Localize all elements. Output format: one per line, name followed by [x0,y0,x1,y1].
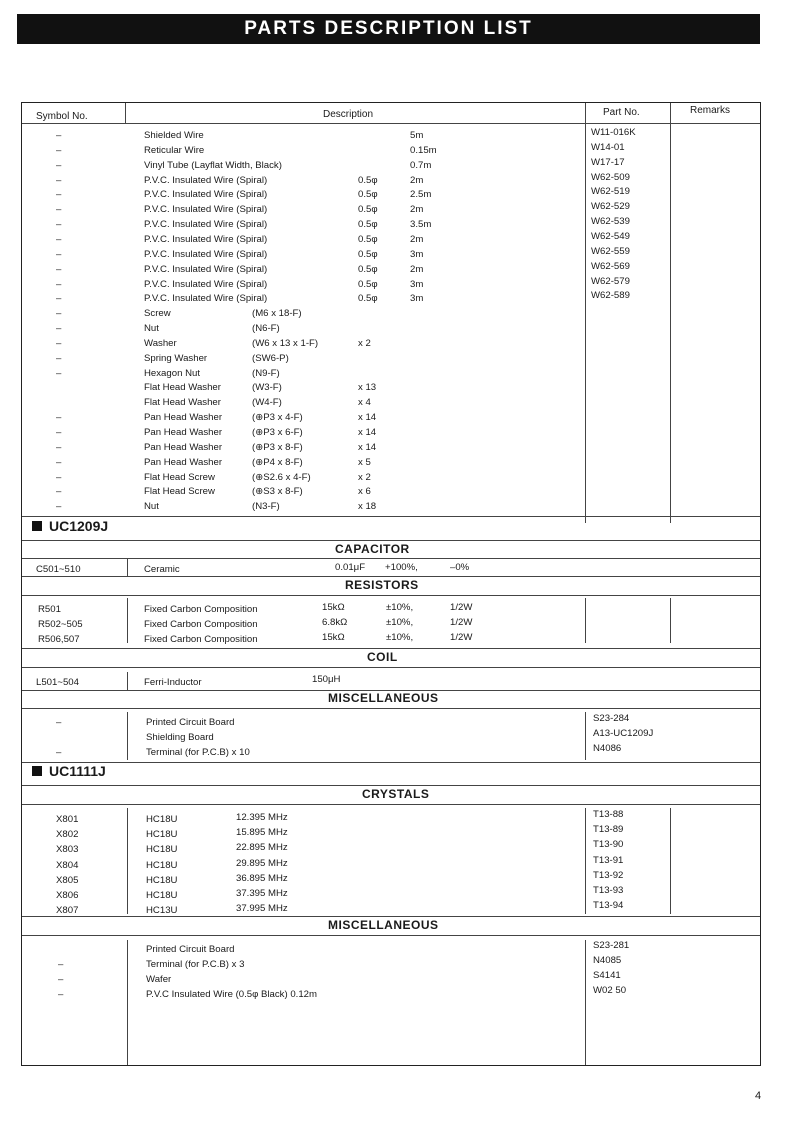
header-remarks: Remarks [690,105,731,116]
part-description: Nut [144,501,159,513]
part-number: W62-589 [591,290,630,302]
part-description: Pan Head Washer [144,427,223,438]
coil-rule [22,667,760,668]
part-length: 2m [410,263,424,275]
resistor-value: 15kΩ [322,632,345,643]
crystal-type: HC13U [146,905,178,917]
resistor-desc: Fixed Carbon Composition [144,634,258,645]
misc-symbol: – [58,974,64,985]
part-spec: (M6 x 18-F) [252,308,302,320]
capacitor-section-title: CAPACITOR [335,542,410,556]
part-length: 5m [410,130,424,141]
crystal-part-number: T13-92 [593,869,624,881]
part-symbol: – [56,486,62,498]
capacitor-symbol: C501~510 [36,564,81,575]
crystal-part-number: T13-93 [593,885,624,896]
part-quantity: 0.5φ [358,189,378,201]
resistors-bottom-rule [22,648,760,649]
part-quantity: 0.5φ [358,233,378,245]
part-number: W62-549 [591,230,630,242]
part-symbol: – [56,159,62,171]
part-quantity: 0.5φ [358,248,378,260]
capacitor-rule [22,558,760,559]
part-spec: (N3-F) [252,501,280,513]
page-title: PARTS DESCRIPTION LIST [244,18,533,39]
part-symbol: – [56,263,62,275]
part-symbol: – [56,412,62,424]
part-description: Pan Head Washer [144,456,223,468]
part-quantity: x 4 [358,397,371,409]
resistor-wattage: 1/2W [450,617,473,628]
part-quantity: 0.5φ [358,204,378,216]
crystals-divider [127,808,128,914]
misc-symbol: – [58,959,64,970]
misc-part-number: N4085 [593,955,622,966]
resistors-part-divider [585,598,586,643]
part-length: 0.7m [410,159,432,171]
crystals-rule [22,804,760,805]
resistors-rule [22,595,760,596]
part-quantity: x 2 [358,337,371,349]
capacitor-tolerance-plus: +100%, [385,562,418,573]
misc-symbol: – [56,747,62,758]
part-symbol: – [56,456,62,468]
header-part-no: Part No. [603,107,640,118]
misc-desc: P.V.C Insulated Wire (0.5φ Black) 0.12m [146,989,317,1000]
crystal-type: HC18U [146,890,178,901]
part-spec: (W6 x 13 x 1-F) [252,337,319,349]
part-quantity: x 14 [358,427,377,438]
part-quantity: 0.5φ [358,263,378,275]
crystal-part-number: T13-91 [593,854,624,866]
part-symbol: – [56,337,62,349]
crystals-section-title: CRYSTALS [362,787,430,801]
header-rule [22,123,760,124]
partno-column-divider [585,103,586,523]
part-symbol: – [56,308,62,320]
misc-part-number: W02 50 [593,985,627,996]
misc-symbol: – [56,717,62,728]
uc1209j-top-rule [22,516,760,517]
uc1111j-top-rule [22,762,760,763]
part-spec: (N9-F) [252,367,280,379]
misc-1209-part-divider [585,712,586,760]
part-symbol: – [56,174,62,186]
part-description: Flat Head Washer [144,382,221,394]
part-number: W62-539 [591,216,630,228]
misc-1111-divider [127,940,128,1065]
part-number: W62-569 [591,260,630,272]
coil-divider [127,672,128,690]
part-number: W14-01 [591,141,625,153]
misc-part-number: S4141 [593,970,621,981]
crystal-symbol: X804 [56,859,79,871]
header-symbol: Symbol No. [36,111,88,122]
part-description: Shielded Wire [144,130,204,141]
crystal-part-number: T13-89 [593,824,624,836]
part-symbol: – [56,427,62,438]
part-description: P.V.C. Insulated Wire (Spiral) [144,233,268,245]
crystal-frequency: 22.895 MHz [236,842,288,854]
part-description: P.V.C. Insulated Wire (Spiral) [144,189,268,201]
crystal-symbol: X805 [56,874,79,886]
part-symbol: – [56,130,62,141]
capacitor-bottom-rule [22,576,760,577]
part-number: W17-17 [591,156,625,168]
part-description: Pan Head Washer [144,441,223,453]
part-length: 2m [410,204,424,216]
part-symbol: – [56,189,62,201]
crystals-bottom-rule [22,916,760,917]
part-length: 3m [410,278,424,290]
part-symbol: – [56,219,62,231]
misc-desc: Printed Circuit Board [146,717,235,728]
crystal-symbol: X801 [56,814,79,825]
misc-symbol: – [58,989,64,1000]
part-description: P.V.C. Insulated Wire (Spiral) [144,263,268,275]
part-spec: (⊕P3 x 6-F) [252,427,303,438]
part-length: 3.5m [410,219,432,231]
resistor-value: 15kΩ [322,602,345,613]
part-quantity: x 5 [358,456,371,468]
crystal-frequency: 37.995 MHz [236,903,288,915]
part-symbol: – [56,278,62,290]
part-spec: (⊕P3 x 4-F) [252,412,303,424]
remarks-column-divider [670,103,671,523]
part-spec: (W4-F) [252,397,282,409]
resistor-symbol: R502~505 [38,619,83,630]
misc-desc: Terminal (for P.C.B) x 3 [146,959,245,970]
part-symbol: – [56,233,62,245]
crystal-type: HC18U [146,859,178,871]
square-bullet-icon [32,766,42,776]
part-description: P.V.C. Insulated Wire (Spiral) [144,293,268,305]
part-length: 2m [410,174,424,186]
misc-1209-rule [22,708,760,709]
resistors-divider [127,598,128,643]
crystal-type: HC18U [146,874,178,886]
uc1111j-model-heading [32,763,106,779]
uc1209j-rule [22,540,760,541]
capacitor-desc: Ceramic [144,564,180,575]
crystal-frequency: 12.395 MHz [236,812,288,823]
part-quantity: x 14 [358,441,377,453]
part-spec: (N6-F) [252,323,280,335]
misc-1111-part-divider [585,940,586,1065]
part-description: Flat Head Screw [144,486,215,498]
resistor-desc: Fixed Carbon Composition [144,604,258,615]
misc-part-number: S23-281 [593,940,630,951]
capacitor-value: 0.01μF [335,562,366,573]
crystals-remarks-divider [670,808,671,914]
part-description: P.V.C. Insulated Wire (Spiral) [144,248,268,260]
part-number: W62-559 [591,245,630,257]
crystal-type: HC18U [146,829,178,841]
part-description: Flat Head Screw [144,471,215,483]
part-description: P.V.C. Insulated Wire (Spiral) [144,174,268,186]
uc1209j-model-label: UC1209J [49,518,109,534]
misc-desc: Printed Circuit Board [146,944,235,955]
part-description: P.V.C. Insulated Wire (Spiral) [144,204,268,216]
crystal-type: HC18U [146,814,178,825]
misc-1111-rule [22,935,760,936]
crystals-part-divider [585,808,586,914]
crystal-part-number: T13-88 [593,809,624,820]
resistor-value: 6.8kΩ [322,617,348,628]
part-length: 2m [410,233,424,245]
resistor-wattage: 1/2W [450,602,473,613]
part-symbol: – [56,144,62,156]
crystal-frequency: 29.895 MHz [236,857,288,869]
part-quantity: 0.5φ [358,293,378,305]
misc-part-number: S23-284 [593,713,630,724]
part-quantity: x 14 [358,412,377,424]
part-symbol: – [56,204,62,216]
crystal-part-number: T13-94 [593,900,624,912]
part-description: Washer [144,337,177,349]
crystal-symbol: X807 [56,905,79,917]
part-symbol: – [56,471,62,483]
crystal-symbol: X806 [56,890,79,901]
square-bullet-icon [32,521,42,531]
symbol-column-divider [125,103,126,123]
capacitor-tolerance-minus: –0% [450,562,470,573]
part-number: W11-016K [591,127,636,138]
part-description: Hexagon Nut [144,367,200,379]
part-spec: (W3-F) [252,382,282,394]
coil-value: 150μH [312,674,341,685]
header-description: Description [323,109,374,120]
part-quantity: 0.5φ [358,278,378,290]
part-quantity: x 13 [358,382,377,394]
crystal-type: HC18U [146,844,178,856]
part-description: Screw [144,308,171,320]
part-spec: (⊕S2.6 x 4-F) [252,471,311,483]
part-description: Vinyl Tube (Layflat Width, Black) [144,159,282,171]
resistor-tolerance: ±10%, [386,632,414,643]
page-number: 4 [755,1090,762,1102]
part-quantity: 0.5φ [358,219,378,231]
part-length: 3m [410,293,424,305]
part-description: Reticular Wire [144,144,205,156]
misc-desc: Terminal (for P.C.B) x 10 [146,747,250,758]
coil-section-title: COIL [367,650,398,664]
misc-1111-section-title: MISCELLANEOUS [328,918,439,932]
resistor-symbol: R506,507 [38,634,80,645]
part-quantity: 0.5φ [358,174,378,186]
coil-desc: Ferri-Inductor [144,677,202,688]
crystal-frequency: 15.895 MHz [236,827,288,839]
resistor-tolerance: ±10%, [386,617,414,628]
part-spec: (SW6-P) [252,352,289,364]
part-description: P.V.C. Insulated Wire (Spiral) [144,278,268,290]
part-spec: (⊕P3 x 8-F) [252,441,303,453]
part-number: W62-529 [591,201,630,213]
uc1209j-model-heading [32,518,109,534]
part-length: 2.5m [410,189,432,201]
uc1111j-rule [22,785,760,786]
page-title-banner [17,14,760,44]
resistor-wattage: 1/2W [450,632,473,643]
part-quantity: x 18 [358,501,377,513]
crystal-part-number: T13-90 [593,839,624,851]
part-description: Nut [144,323,159,335]
misc-1209-section-title: MISCELLANEOUS [328,691,439,705]
coil-symbol: L501~504 [36,677,79,688]
resistor-tolerance: ±10%, [386,602,414,613]
crystal-symbol: X803 [56,844,79,856]
crystal-symbol: X802 [56,829,79,841]
misc-part-number: N4086 [593,743,622,754]
misc-1209-divider [127,712,128,760]
part-symbol: – [56,248,62,260]
part-symbol: – [56,441,62,453]
part-description: P.V.C. Insulated Wire (Spiral) [144,219,268,231]
resistors-remarks-divider [670,598,671,643]
crystal-frequency: 36.895 MHz [236,872,288,884]
part-symbol: – [56,323,62,335]
part-length: 0.15m [410,144,437,156]
misc-part-number: A13-UC1209J [593,728,654,739]
part-spec: (⊕P4 x 8-F) [252,456,303,468]
uc1111j-model-label: UC1111J [49,763,106,779]
misc-desc: Shielding Board [146,732,214,743]
part-number: W62-509 [591,171,630,183]
part-symbol: – [56,352,62,364]
part-number: W62-519 [591,186,630,198]
part-quantity: x 6 [358,486,371,498]
resistor-symbol: R501 [38,604,61,615]
misc-desc: Wafer [146,974,172,985]
part-symbol: – [56,367,62,379]
part-description: Flat Head Washer [144,397,221,409]
part-symbol: – [56,501,62,513]
part-description: Pan Head Washer [144,412,223,424]
part-symbol: – [56,293,62,305]
part-spec: (⊕S3 x 8-F) [252,486,303,498]
part-quantity: x 2 [358,471,371,483]
resistor-desc: Fixed Carbon Composition [144,619,258,630]
part-number: W62-579 [591,275,630,287]
resistors-section-title: RESISTORS [345,578,419,592]
part-description: Spring Washer [144,352,208,364]
part-length: 3m [410,248,424,260]
capacitor-divider [127,558,128,576]
crystal-frequency: 37.395 MHz [236,888,288,899]
